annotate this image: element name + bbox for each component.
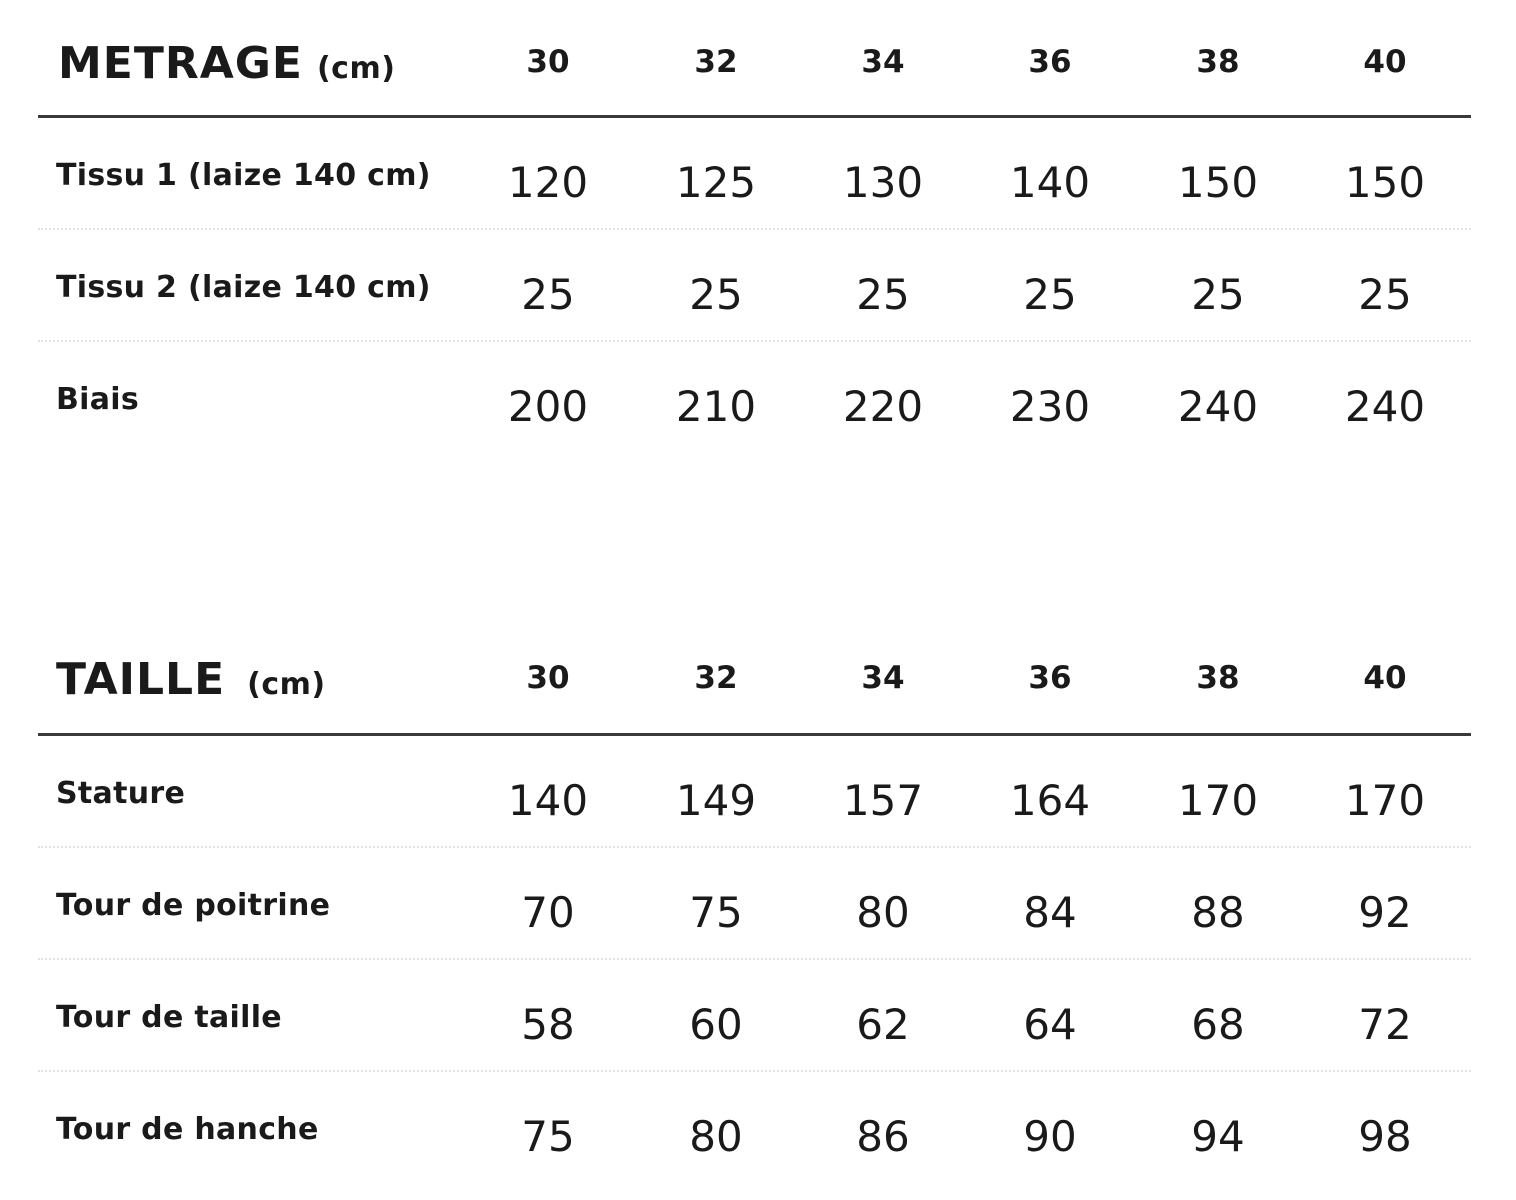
table-row: [38, 736, 1471, 848]
table-cell: 58: [521, 1000, 575, 1049]
taille-unit: (cm): [247, 667, 326, 702]
table-cell: 80: [856, 888, 910, 937]
table-cell: 92: [1358, 888, 1412, 937]
taille-table: [38, 616, 1471, 1184]
table-cell: 94: [1191, 1112, 1245, 1161]
table-cell: 140: [1009, 158, 1091, 207]
metrage-size-header: 34: [861, 44, 905, 80]
taille-size-header: 40: [1363, 660, 1407, 696]
table-cell: 86: [856, 1112, 910, 1161]
table-cell: 149: [675, 776, 757, 825]
row-label: Tour de hanche: [56, 1112, 319, 1147]
table-cell: 90: [1023, 1112, 1077, 1161]
table-cell: 75: [689, 888, 743, 937]
taille-title-text: TAILLE: [56, 654, 226, 705]
table-row: [38, 118, 1471, 230]
table-cell: 140: [507, 776, 589, 825]
taille-header-row: [38, 616, 1471, 736]
metrage-size-header: 30: [526, 44, 570, 80]
table-cell: 25: [689, 270, 743, 319]
table-cell: 125: [675, 158, 757, 207]
table-cell: 62: [856, 1000, 910, 1049]
taille-size-header: 34: [861, 660, 905, 696]
table-cell: 120: [507, 158, 589, 207]
table-cell: 150: [1177, 158, 1259, 207]
taille-title: [56, 654, 326, 705]
metrage-unit: (cm): [316, 51, 396, 86]
row-label: Tour de taille: [56, 1000, 282, 1035]
table-cell: 75: [521, 1112, 575, 1161]
table-row: [38, 960, 1471, 1072]
metrage-header-row: [38, 0, 1471, 118]
table-cell: 25: [856, 270, 910, 319]
table-cell: 200: [507, 382, 589, 431]
table-cell: 25: [1023, 270, 1077, 319]
table-cell: 240: [1344, 382, 1426, 431]
table-cell: 80: [689, 1112, 743, 1161]
metrage-size-header: 36: [1028, 44, 1072, 80]
table-cell: 220: [842, 382, 924, 431]
row-label: Tour de poitrine: [56, 888, 331, 923]
table-cell: 72: [1358, 1000, 1412, 1049]
table-cell: 230: [1009, 382, 1091, 431]
table-row: [38, 848, 1471, 960]
table-cell: 70: [521, 888, 575, 937]
metrage-size-header: 38: [1196, 44, 1240, 80]
row-label: Biais: [56, 382, 140, 417]
table-cell: 170: [1344, 776, 1426, 825]
table-row: [38, 230, 1471, 342]
row-label: Tissu 1 (laize 140 cm): [56, 158, 431, 193]
table-row: [38, 1072, 1471, 1184]
table-cell: 150: [1344, 158, 1426, 207]
table-cell: 210: [675, 382, 757, 431]
table-cell: 98: [1358, 1112, 1412, 1161]
taille-size-header: 38: [1196, 660, 1240, 696]
taille-size-header: 36: [1028, 660, 1072, 696]
table-cell: 25: [1191, 270, 1245, 319]
table-cell: 88: [1191, 888, 1245, 937]
table-row: [38, 342, 1471, 454]
table-cell: 64: [1023, 1000, 1077, 1049]
table-cell: 25: [521, 270, 575, 319]
table-cell: 60: [689, 1000, 743, 1049]
taille-size-header: 32: [694, 660, 738, 696]
table-cell: 84: [1023, 888, 1077, 937]
taille-size-header: 30: [526, 660, 570, 696]
table-cell: 25: [1358, 270, 1412, 319]
table-cell: 240: [1177, 382, 1259, 431]
row-label: Tissu 2 (laize 140 cm): [56, 270, 431, 305]
table-cell: 130: [842, 158, 924, 207]
table-cell: 164: [1009, 776, 1091, 825]
table-cell: 157: [842, 776, 924, 825]
table-cell: 68: [1191, 1000, 1245, 1049]
metrage-title: [58, 38, 395, 89]
row-label: Stature: [56, 776, 186, 811]
metrage-size-header: 40: [1363, 44, 1407, 80]
table-cell: 170: [1177, 776, 1259, 825]
metrage-size-header: 32: [694, 44, 738, 80]
metrage-table: [38, 0, 1471, 454]
metrage-title-text: METRAGE: [58, 38, 303, 89]
